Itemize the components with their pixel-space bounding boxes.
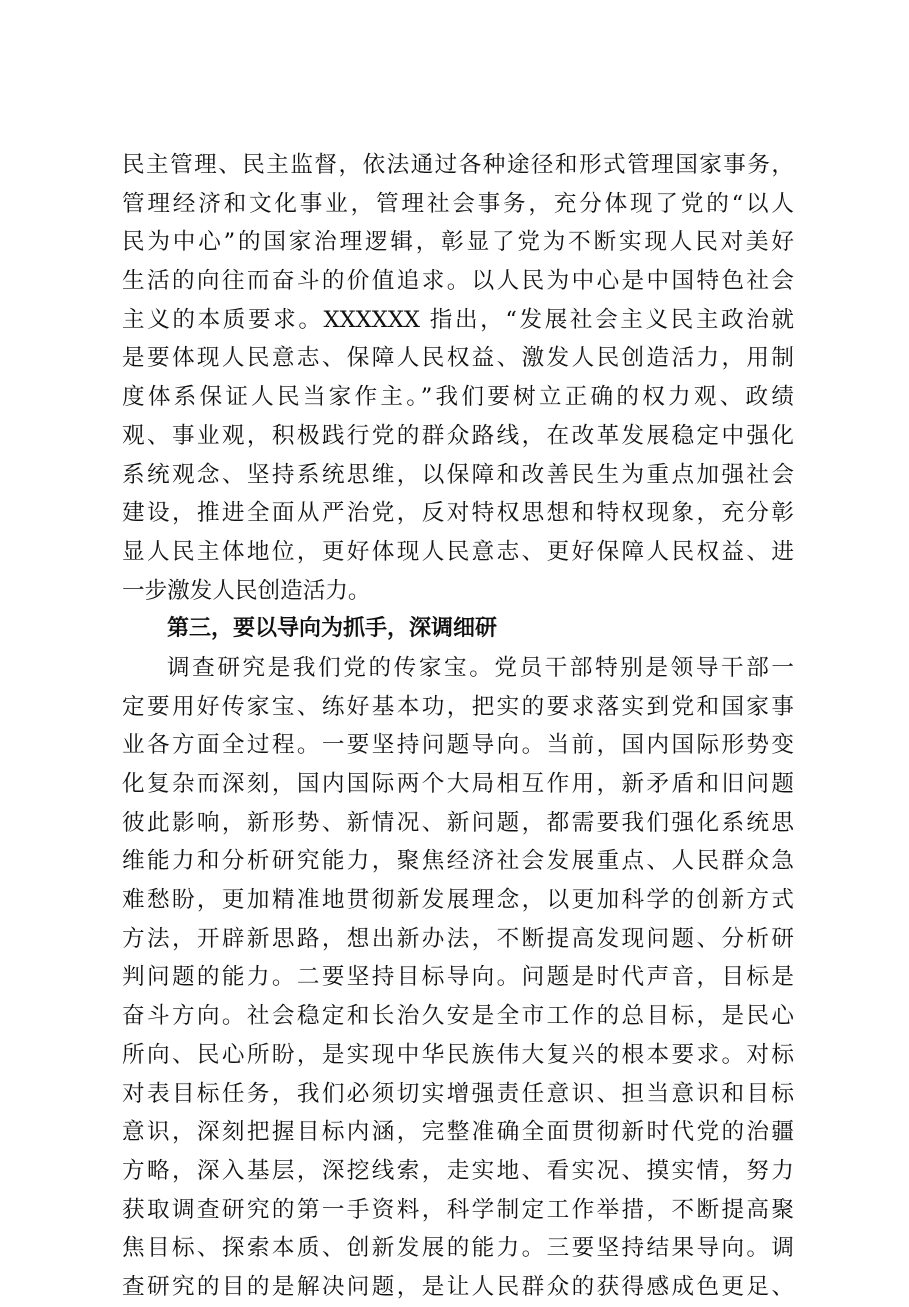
text-line: 方略，深入基层，深挖线索，走实地、看实况、摸实情，努力 bbox=[122, 1157, 794, 1184]
text-line: 观、事业观，积极践行党的群众路线，在改革发展稳定中强化 bbox=[122, 422, 794, 449]
text-line: 定要用好传家宝、练好基本功，把实的要求落实到党和国家事 bbox=[122, 693, 794, 720]
text-line: 焦目标、探索本质、创新发展的能力。三要坚持结果导向。调 bbox=[122, 1235, 794, 1262]
text-line: 民为中心”的国家治理逻辑，彰显了党为不断实现人民对美好 bbox=[122, 229, 794, 256]
text-line: 对表目标任务，我们必须切实增强责任意识、担当意识和目标 bbox=[122, 1080, 794, 1107]
text-line: 彼此影响，新形势、新情况、新问题，都需要我们强化系统思 bbox=[122, 809, 794, 836]
text-line: 查研究的目的是解决问题，是让人民群众的获得感成色更足、 bbox=[122, 1273, 794, 1300]
text-line: 显人民主体地位，更好体现人民意志、更好保障人民权益、进 bbox=[122, 538, 794, 565]
text-line: 奋斗方向。社会稳定和长治久安是全市工作的总目标，是民心 bbox=[122, 1003, 794, 1030]
text-line: 生活的向往而奋斗的价值追求。以人民为中心是中国特色社会 bbox=[122, 268, 794, 295]
text-line: 意识，深刻把握目标内涵，完整准确全面贯彻新时代党的治疆 bbox=[122, 1119, 794, 1146]
paragraph-1 bbox=[122, 146, 794, 610]
text-line: 是要体现人民意志、保障人民权益、激发人民创造活力，用制 bbox=[122, 345, 794, 372]
text-line: 方法，开辟新思路，想出新办法，不断提高发现问题、分析研 bbox=[122, 925, 794, 952]
text-line: 主义的本质要求。XXXXXX 指出，“发展社会主义民主政治就 bbox=[122, 306, 794, 333]
text-line: 判问题的能力。二要坚持目标导向。问题是时代声音，目标是 bbox=[122, 964, 794, 991]
text-line: 业各方面全过程。一要坚持问题导向。当前，国内国际形势变 bbox=[122, 732, 794, 759]
document-body bbox=[122, 146, 794, 1307]
text-line: 维能力和分析研究能力，聚焦经济社会发展重点、人民群众急 bbox=[122, 848, 794, 875]
text-line: 所向、民心所盼，是实现中华民族伟大复兴的根本要求。对标 bbox=[122, 1041, 794, 1068]
section-heading: 第三，要以导向为抓手，深调细研 bbox=[167, 616, 498, 642]
text-line: 化复杂而深刻，国内国际两个大局相互作用，新矛盾和旧问题 bbox=[122, 771, 794, 797]
text-line: 管理经济和文化事业，管理社会事务，充分体现了党的“以人 bbox=[122, 190, 794, 217]
text-line: 民主管理、民主监督，依法通过各种途径和形式管理国家事务， bbox=[122, 152, 794, 178]
paragraph-2 bbox=[122, 649, 794, 1307]
text-line: 一步激发人民创造活力。 bbox=[122, 577, 371, 604]
text-line: 建设，推进全面从严治党，反对特权思想和特权现象，充分彰 bbox=[122, 500, 794, 527]
text-line: 度体系保证人民当家作主。”我们要树立正确的权力观、政绩 bbox=[122, 384, 794, 411]
text-line: 难愁盼，更加精准地贯彻新发展理念，以更加科学的创新方式 bbox=[122, 887, 794, 914]
text-line: 调查研究是我们党的传家宝。党员干部特别是领导干部一 bbox=[167, 654, 794, 681]
text-line: 获取调查研究的第一手资料，科学制定工作举措，不断提高聚 bbox=[122, 1196, 794, 1223]
text-line: 系统观念、坚持系统思维，以保障和改善民生为重点加强社会 bbox=[122, 461, 794, 488]
